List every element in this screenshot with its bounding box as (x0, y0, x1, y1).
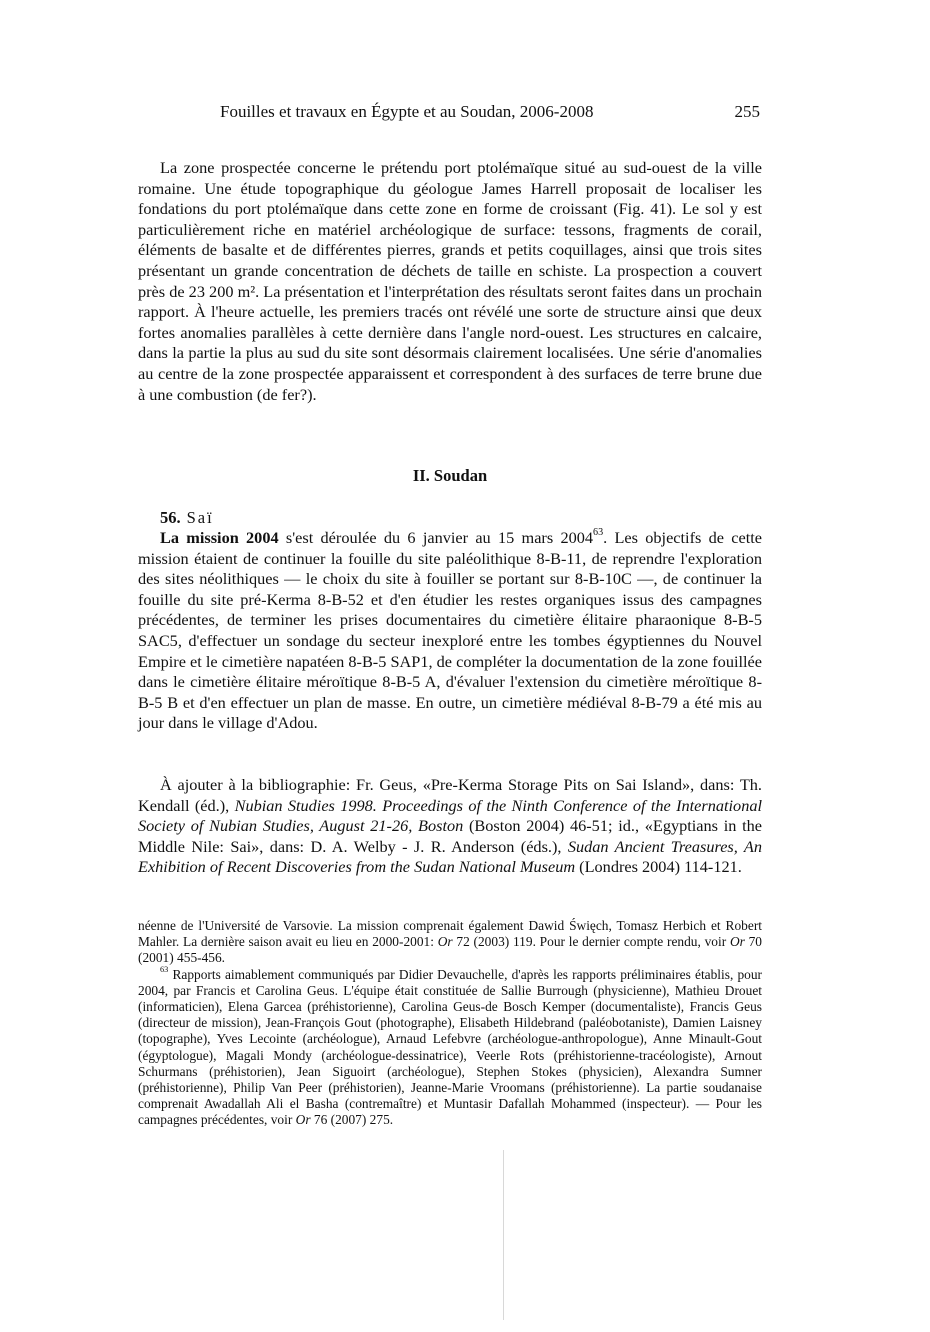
running-head-title: Fouilles et travaux en Égypte et au Soudan, 2006-2008 (220, 102, 594, 121)
site-name: Saï (186, 508, 214, 527)
site-heading (160, 508, 214, 528)
biblio-text-1: À ajouter à la bibliographie: Fr. Geus, «Pre-Kerma Storage Pits on Sai Island», dans: Th. Kendall (éd.), (138, 775, 762, 815)
fn63-text-1: Rapports aimablement communiqués par Didier Devauchelle, d'après les rapports préliminaires établis, pour 2004, par Francis et Carolina Geus. L'équipe était constituée de Sallie Burrough (physicienne), Mathieu Drouet (informaticien), Elena Garcea (préhistorienne), Carolina Geus-de Bosch Kemper (documentaliste), Francis Geus (directeur de mission), Jean-François Gout (photographe), Elisabeth Hildebrand (paléobotaniste), Damien Laisney (topographe), Yves Lecointe (archéologue), Arnaud Lefebvre (archéologue-anthropologue), Anne Minault-Gout (égyptologue), Magali Mondy (archéologue-dessinatrice), Veerle Rots (préhistorienne-tracéologiste), Arnout Schurmans (préhistorien), Jean Siguoirt (archéologue), Stephen Stokes (physicien), Alexandra Sumner (préhistorienne), Philip Van Peer (préhistorien), Jeanne-Marie Vroomans (préhistorienne). La partie soudanaise comprenait Awadallah Ali el Basha (contremaître) et Muntasir Dafallah Mohammed (inspecteur). — Pour les campagnes précédentes, voir (138, 966, 762, 1128)
footnote-continued (138, 918, 762, 967)
fn63-text-2: 76 (2007) 275. (310, 1112, 394, 1128)
footnotes (138, 918, 762, 1129)
fn-cont-journal-1: Or (437, 934, 453, 950)
fn-cont-text-2: 72 (2003) 119. Pour le dernier compte rendu, voir (452, 934, 730, 950)
mission-text-1: s'est déroulée du 6 janvier au 15 mars 2004 (278, 528, 594, 547)
fn-cont-text-3: 70 (2001) 455-456. (138, 934, 762, 966)
biblio-text-3: (Londres 2004) 114-121. (575, 857, 742, 877)
mission-lead: La mission 2004 (160, 528, 279, 547)
section-heading: II. Soudan (412, 466, 488, 485)
biblio-title-1: Nubian Studies 1998. Proceedings of the Ninth Conference of the International Society of Nubian Studies, August 21-26, Boston (138, 795, 762, 836)
footnote-63 (138, 964, 762, 1129)
footnote-ref-63[interactable]: 63 (593, 527, 604, 539)
mission-text-2: . Les objectifs de cette mission étaient de continuer la fouille du site paléolithique 8-B-11, de reprendre l'exploration des sites néolithiques — le choix du site à fouiller se portant sur 8-B-10C —, de continuer la fouille du site pré-Kerma 8-B-52 et d'en étudier les restes organiques issus des campagnes précédentes, de terminer les prises documentaires du cimetière élitaire pharaonique 8-B-5 SAC5, d'effectuer un sondage du secteur inexploré entre les tombes égyptiennes du Nouvel Empire et le cimetière napatéen 8-B-5 SAP1, de compléter la documentation de la zone fouillée dans le cimetière élitaire méroïtique 8-B-5 A, d'évaluer l'extension du cimetière méroïtique 8-B-5 B et d'en effectuer un plan de masse. En outre, un cimetière médiéval 8-B-79 a été mis au jour dans le village d'Adou. (138, 528, 762, 733)
site-number: 56. (160, 508, 181, 527)
paragraph-mission-2004 (138, 528, 762, 734)
fn63-journal: Or (295, 1112, 311, 1128)
scan-gutter-line (503, 1150, 504, 1320)
biblio-text-2: (Boston 2004) 46-51; id., «Egyptians in the Middle Nile: Sai», dans: D. A. Welby - J. R. Anderson (éds.), (138, 816, 762, 856)
biblio-title-2: Sudan Ancient Treasures, An Exhibition of Recent Discoveries from the Sudan National Museum (138, 836, 762, 877)
paragraph-bibliography (138, 775, 762, 878)
paragraph-prospection: La zone prospectée concerne le prétendu port ptolémaïque situé au sud-ouest de la ville romaine. Une étude topographique du géologue James Harrell proposait de localiser les fondations du port ptolémaïque dans cette zone en forme de croissant (Fig. 41). Le sol y est particulièrement riche en matériel archéologique de surface: tessons, fragments de corail, éléments de basalte et de différentes pierres, grands et petits coquillages, ainsi que trois sites présentant un grande concentration de déchets de taille en schiste. La prospection a couvert près de 23 200 m². La présentation et l'interprétation des résultats seront faites dans un prochain rapport. À l'heure actuelle, les premiers tracés ont révélé une sorte de structure ainsi que deux fortes anomalies parallèles à cette dernière dans l'angle nord-ouest. Les structures en calcaire, dans la partie la plus au sud du site sont désormais clairement localisées. Une série d'anomalies au centre de la zone prospectée apparaissent et correspondent à des surfaces de terre brune due à une combustion (de fer?). (138, 158, 762, 404)
running-head (138, 102, 762, 126)
page-number: 255 (734, 102, 760, 121)
footnote-marker-63: 63 (160, 964, 169, 974)
fn-cont-journal-2: Or (729, 934, 745, 950)
fn-cont-text-1: néenne de l'Université de Varsovie. La mission comprenait également Dawid Święch, Tomasz Herbich et Robert Mahler. La dernière saison avait eu lieu en 2000-2001: (138, 918, 762, 950)
